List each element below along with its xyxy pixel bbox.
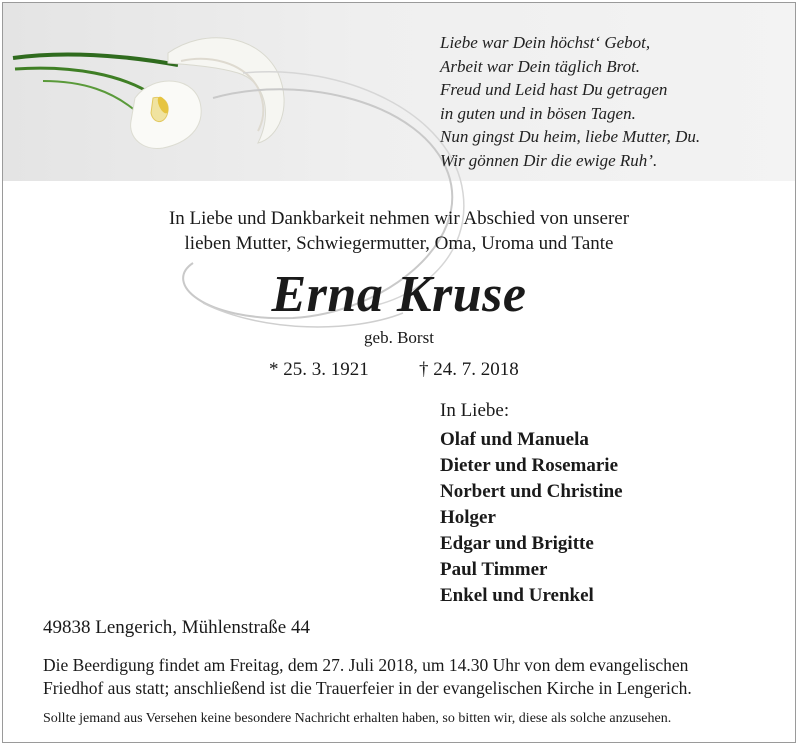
mourner: Enkel und Urenkel xyxy=(440,585,594,606)
deceased-name: Erna Kruse xyxy=(271,266,527,323)
maiden-name: geb. Borst xyxy=(364,328,434,347)
obituary-notice xyxy=(2,2,796,743)
mourners-list xyxy=(440,398,623,609)
life-dates xyxy=(269,357,519,383)
intro-line: lieben Mutter, Schwiegermutter, Oma, Uroma und Tante xyxy=(184,233,614,254)
intro-line: In Liebe und Dankbarkeit nehmen wir Abschied von unserer xyxy=(168,208,630,229)
poem-line: Arbeit war Dein täglich Brot. xyxy=(440,56,641,76)
poem-line: Freud und Leid hast Du getragen xyxy=(440,80,668,99)
mourner: Edgar und Brigitte xyxy=(440,533,594,554)
notice-footnote: Sollte jemand aus Versehen keine besondere Nachricht erhalten haben, so bitten wir, diese als solche anzusehen. xyxy=(43,711,672,726)
birth-date: * 25. 3. 1921 xyxy=(269,359,369,380)
funeral-line: Friedhof aus statt; anschließend ist die Trauerfeier in der evangelischen Kirche in Lengerich. xyxy=(43,677,692,698)
mourner: Olaf und Manuela xyxy=(440,429,589,450)
address: 49838 Lengerich, Mühlenstraße 44 xyxy=(43,617,310,638)
mourner: Holger xyxy=(440,507,496,528)
mourner: Paul Timmer xyxy=(440,559,548,580)
mourner: Dieter und Rosemarie xyxy=(440,455,619,476)
mourners-lead: In Liebe: xyxy=(440,400,510,421)
poem-line: Liebe war Dein höchst‘ Gebot, xyxy=(440,33,651,52)
funeral-details xyxy=(43,654,773,699)
intro-text xyxy=(3,206,795,256)
poem-line: in guten und in bösen Tagen. xyxy=(440,103,636,123)
funeral-line: Die Beerdigung findet am Freitag, dem 27. Juli 2018, um 14.30 Uhr von dem evangelischen xyxy=(43,655,689,675)
mourner: Norbert und Christine xyxy=(440,481,623,502)
death-date: † 24. 7. 2018 xyxy=(419,359,519,380)
poem xyxy=(440,31,700,172)
poem-line: Wir gönnen Dir die ewige Ruh’. xyxy=(440,150,658,170)
poem-line: Nun gingst Du heim, liebe Mutter, Du. xyxy=(440,127,701,146)
